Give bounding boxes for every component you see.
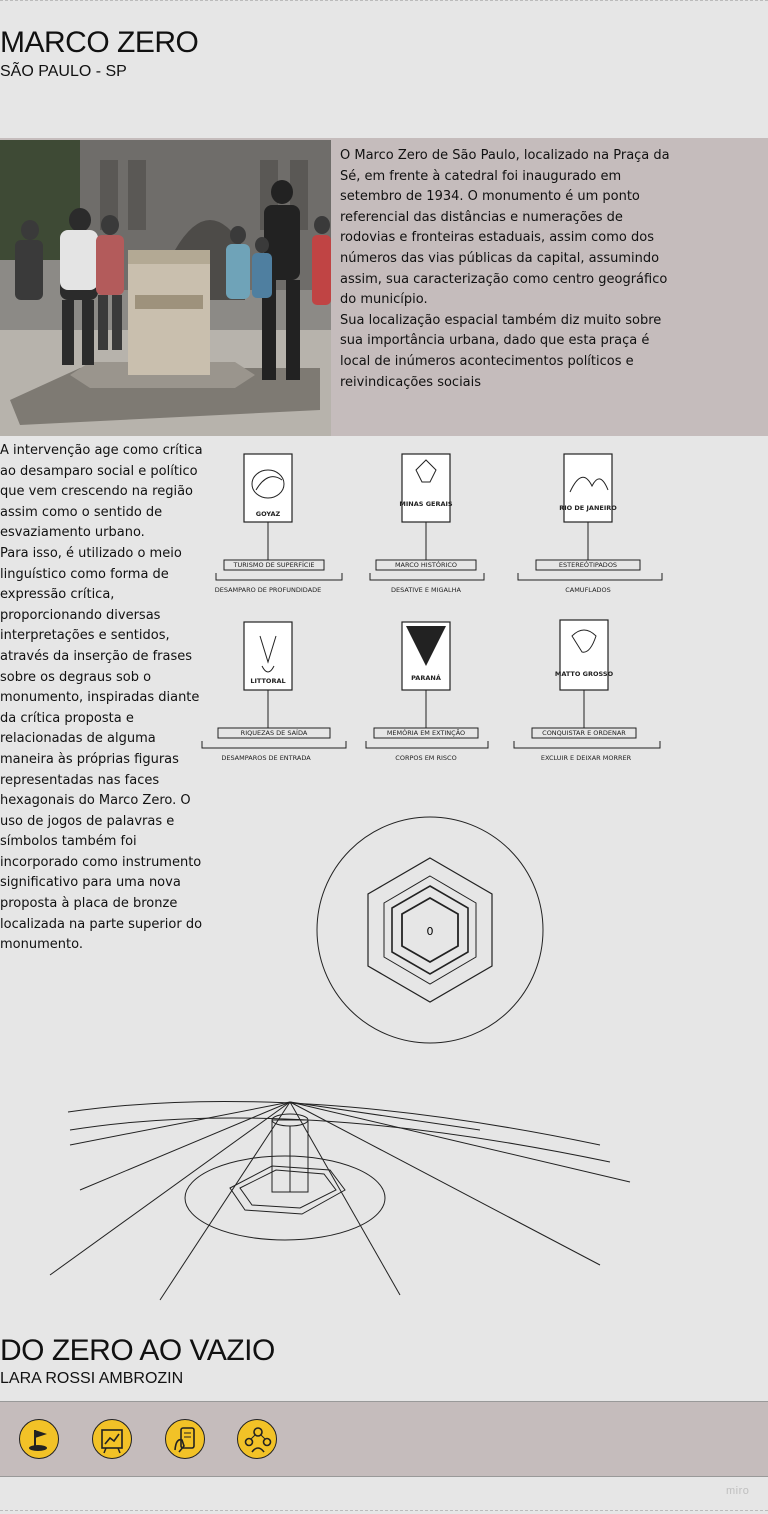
- flag-pin-button[interactable]: [19, 1419, 59, 1459]
- face-parana: [366, 622, 488, 762]
- intro-paragraph: O Marco Zero de São Paulo, localizado na Praça da Sé, em frente à catedral foi inaugurado em setembro de 1934. O monumento é um ponto referencial das distâncias e numerações de rodovias e fronteiras estaduais, assim como dos números das vias públicas da capital, assumindo assim, sua caracterização como centro geográfico do município.: [340, 148, 670, 308]
- top-divider: [0, 0, 768, 1]
- body-paragraph: A intervenção age como crítica ao desamparo social e político que vem crescendo na região assim como o sentido de esvaziamento urbano.: [0, 443, 203, 541]
- face-minas-gerais: [370, 454, 484, 594]
- body-paragraph: Para isso, é utilizado o meio linguístico como forma de expressão crítica, proporcionando diversas interpretações e sentidos, através da inserção de frases sobre os degraus sob o monumento, inspiradas diante da crítica proposta e relacionadas de alguma maneira às próprias figuras representadas nas faces hexagonais do Marco Zero. O uso de jogos de palavras e símbolos também foi incorporado como instrumento significativo para uma nova proposta à placa de bronze localizada na parte superior do monumento.: [0, 545, 203, 953]
- face-littoral: [202, 622, 346, 762]
- intro-paragraph: Sua localização espacial também diz muito sobre sua importância urbana, dado que esta praça é local de inúmeros acontecimentos políticos e reivindicações sociais: [340, 312, 662, 390]
- plan-center-label: 0: [426, 925, 434, 938]
- chart-board-icon: [93, 1420, 133, 1460]
- monument-plan-drawing: [310, 812, 550, 1048]
- page-title: MARCO ZERO: [0, 26, 199, 59]
- step-phrase-bottom: DESAMPARO DE PROFUNDIDADE: [214, 586, 322, 594]
- intervention-text: [0, 441, 205, 956]
- watermark-logo: miro: [726, 1485, 750, 1497]
- team-network-icon: [238, 1420, 278, 1460]
- monument-photo: [0, 140, 331, 436]
- face-plate: MINAS GERAIS: [399, 500, 453, 508]
- step-phrase-top: CONQUISTAR E ORDENAR: [542, 729, 626, 737]
- step-phrase-bottom: CAMUFLADOS: [565, 586, 611, 594]
- footer-toolbar: [0, 1401, 768, 1477]
- team-network-button[interactable]: [237, 1419, 277, 1459]
- step-phrase-top: ESTEREÓTIPADOS: [558, 561, 618, 569]
- face-rio-de-janeiro: [518, 454, 662, 594]
- chart-board-button[interactable]: [92, 1419, 132, 1459]
- step-phrase-top: RIQUEZAS DE SAÍDA: [240, 729, 308, 737]
- author-name: LARA ROSSI AMBROZIN: [0, 1370, 184, 1387]
- face-plate: LITTORAL: [250, 677, 286, 685]
- monument-perspective-drawing: [40, 1090, 640, 1305]
- step-phrase-bottom: EXCLUIR E DEIXAR MORRER: [540, 754, 632, 762]
- project-title: DO ZERO AO VAZIO: [0, 1334, 275, 1367]
- face-plate: GOYAZ: [255, 510, 281, 518]
- bottom-divider: [0, 1510, 768, 1511]
- intro-text: [340, 146, 670, 393]
- hexagonal-faces-diagram: [190, 440, 680, 780]
- page-subtitle: SÃO PAULO - SP: [0, 63, 127, 80]
- tablet-hand-button[interactable]: [165, 1419, 205, 1459]
- tablet-hand-icon: [166, 1420, 206, 1460]
- flag-pin-icon: [20, 1420, 60, 1460]
- step-phrase-bottom: DESATIVE E MIGALHA: [391, 586, 461, 594]
- face-goyaz: [215, 454, 342, 594]
- step-phrase-top: MEMÓRIA EM EXTINÇÃO: [386, 729, 466, 737]
- step-phrase-bottom: DESAMPAROS DE ENTRADA: [221, 754, 311, 762]
- face-matto-grosso: [514, 620, 660, 762]
- step-phrase-top: MARCO HISTÓRICO: [394, 561, 458, 569]
- step-phrase-bottom: CORPOS EM RISCO: [395, 754, 457, 762]
- step-phrase-top: TURISMO DE SUPERFÍCIE: [233, 561, 315, 569]
- face-plate: PARANÁ: [411, 674, 441, 682]
- face-plate: MATTO GROSSO: [554, 670, 614, 678]
- face-plate: RIO DE JANEIRO: [559, 504, 617, 512]
